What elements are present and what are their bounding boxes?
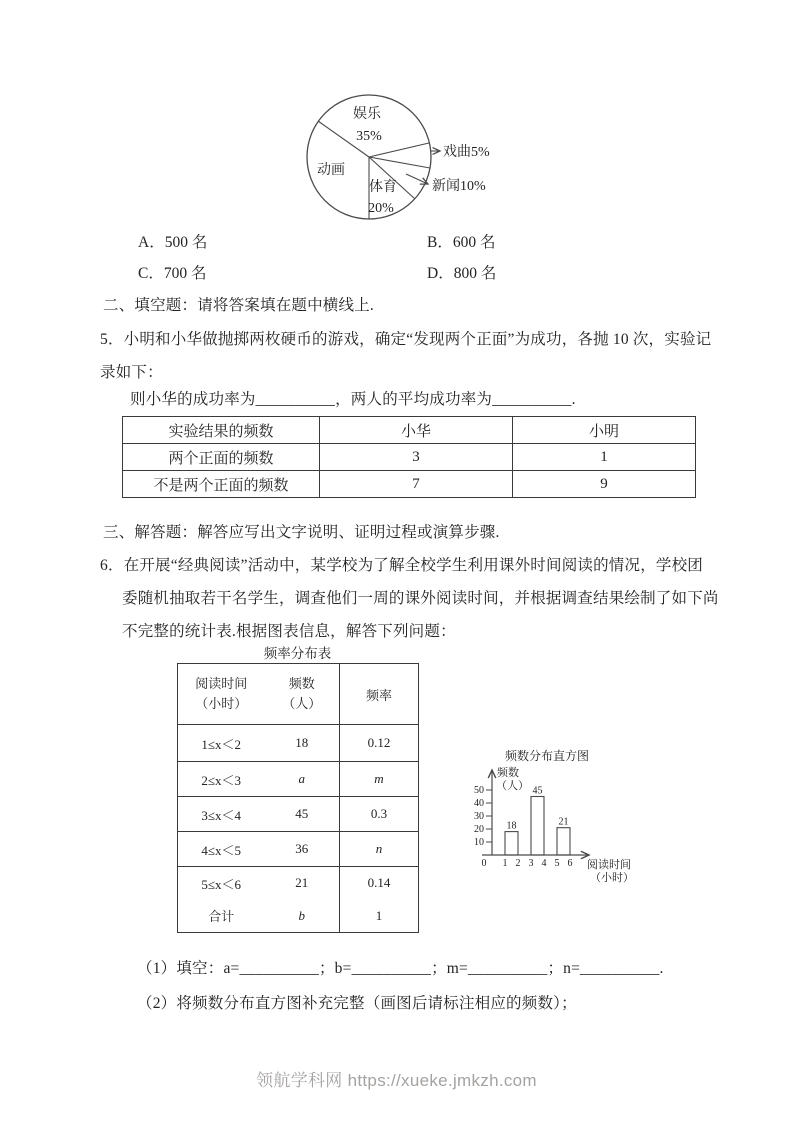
y-tick-label: 10: [474, 837, 484, 848]
pie-label-yule-pct: 35%: [356, 129, 382, 144]
table-row: [123, 444, 696, 471]
q5-text-line2: 录如下：: [100, 364, 163, 381]
y-tick-label: 50: [474, 785, 484, 796]
cell: b: [298, 907, 305, 923]
bar-value-label: 18: [506, 820, 517, 832]
x-axis-label-line1: 阅读时间: [587, 859, 631, 871]
option-d: D．800 名: [427, 265, 497, 282]
cell: 9: [513, 471, 696, 498]
section2-heading: 二、填空题：请将答案填在题中横线上.: [103, 297, 374, 314]
bar-value-label: 21: [558, 816, 569, 828]
site-watermark: 领航学科网 https://xueke.jmkzh.com: [256, 1071, 537, 1090]
cell: 3: [320, 444, 513, 471]
option-c: C．700 名: [138, 265, 207, 282]
freq-table-title: 频率分布表: [263, 646, 332, 661]
pie-label-donghua: 动画: [317, 163, 345, 178]
q5-blank-line: 则小华的成功率为__________，两人的平均成功率为__________.: [130, 391, 576, 408]
y-tick-label: 20: [474, 824, 484, 835]
cell: 不是两个正面的频数: [123, 471, 320, 498]
cell: 1: [340, 900, 419, 933]
bar-1-2: [505, 832, 518, 855]
pie-boundary-xiqu-xinwen: [369, 157, 430, 168]
freq-table-header-row: [178, 664, 419, 725]
table-row: [178, 762, 419, 797]
x-tick-label: 3: [528, 858, 534, 869]
x-tick-label: 5: [554, 858, 560, 869]
cell: 两个正面的频数: [123, 444, 320, 471]
cell: 18: [265, 725, 340, 762]
option-a: A．500 名: [138, 234, 208, 251]
histogram-title: 频数分布直方图: [504, 749, 590, 763]
header-cell: 频率: [340, 664, 419, 725]
y-axis-label-line1: 频数: [497, 767, 519, 779]
histogram-chart: [462, 743, 662, 893]
y-axis-label-line2: （人）: [496, 780, 529, 792]
y-tick-label: 30: [474, 811, 484, 822]
table-header-row: [123, 417, 696, 444]
q6-sub2: （2）将频数分布直方图补充完整（画图后请标注相应的频数）；: [137, 995, 577, 1012]
header-cell: 阅读时间 （小时）: [195, 675, 248, 711]
bar-3-4: [531, 797, 544, 856]
bar-value-label: 45: [532, 785, 543, 797]
x-tick-label: 1: [502, 858, 508, 869]
pie-label-tiyu: 体育: [369, 180, 397, 195]
freq-table: [177, 663, 419, 933]
table-row: [178, 832, 419, 867]
header-cell: 实验结果的频数: [123, 417, 320, 444]
pie-label-yule: 娱乐: [353, 107, 381, 122]
table-row: [123, 471, 696, 498]
table-row-total: [178, 900, 419, 933]
section3-heading: 三、解答题：解答应写出文字说明、证明过程或演算步骤.: [103, 524, 500, 541]
cell: 0.14: [340, 867, 419, 900]
cell: 2≤x＜3: [178, 762, 265, 797]
pie-callout-xiqu-label: 戏曲5%: [443, 145, 490, 160]
option-b: B．600 名: [427, 234, 496, 251]
cell: 合计: [208, 909, 235, 925]
q6-text-line2: 委随机抽取若干名学生，调查他们一周的课外阅读时间，并根据调查结果绘制了如下尚: [122, 590, 719, 607]
cell: 1: [513, 444, 696, 471]
header-cell: 频数 （人）: [282, 675, 322, 711]
cell: m: [340, 762, 419, 797]
cell: 5≤x＜6: [178, 867, 265, 900]
xinwen-callout-arrow: [406, 174, 428, 184]
header-cell: 小华: [320, 417, 513, 444]
table-row: [178, 797, 419, 832]
pie-callout-xinwen-label: 新闻10%: [432, 179, 486, 194]
cell: 3≤x＜4: [178, 797, 265, 832]
cell: 0.12: [340, 725, 419, 762]
table-row: [178, 725, 419, 762]
cell: 1≤x＜2: [178, 725, 265, 762]
x-tick-label: 2: [515, 858, 521, 869]
pie-label-tiyu-pct: 20%: [368, 201, 394, 216]
x-tick-label: 6: [567, 858, 573, 869]
x-tick-label: 4: [541, 858, 547, 869]
q6-sub1: （1）填空：a=__________；b=__________；m=__________；n=__________.: [137, 960, 664, 977]
y-tick-label: 40: [474, 798, 484, 809]
q5-result-table: [122, 416, 696, 498]
x-tick-label: 0: [481, 858, 487, 869]
cell: 0.3: [340, 797, 419, 832]
q6-text-line1: 6．在开展“经典阅读”活动中，某学校为了解全校学生利用课外时间阅读的情况，学校团: [100, 557, 704, 574]
cell: 4≤x＜5: [178, 832, 265, 867]
pie-chart: [280, 78, 520, 238]
q6-text-line3: 不完整的统计表.根据图表信息，解答下列问题：: [122, 623, 456, 640]
cell: 36: [265, 832, 340, 867]
cell: n: [340, 832, 419, 867]
cell: a: [265, 762, 340, 797]
cell: 7: [320, 471, 513, 498]
q5-text-line1: 5．小明和小华做抛掷两枚硬币的游戏，确定“发现两个正面”为成功，各抛 10 次，实验记: [100, 331, 712, 348]
cell: 21: [265, 867, 340, 900]
bar-5-6: [557, 828, 570, 855]
table-row: [178, 867, 419, 900]
pie-boundary-yule-xiqu: [369, 143, 429, 157]
header-cell: 小明: [513, 417, 696, 444]
cell: 45: [265, 797, 340, 832]
x-axis-label-line2: （小时）: [590, 872, 634, 884]
